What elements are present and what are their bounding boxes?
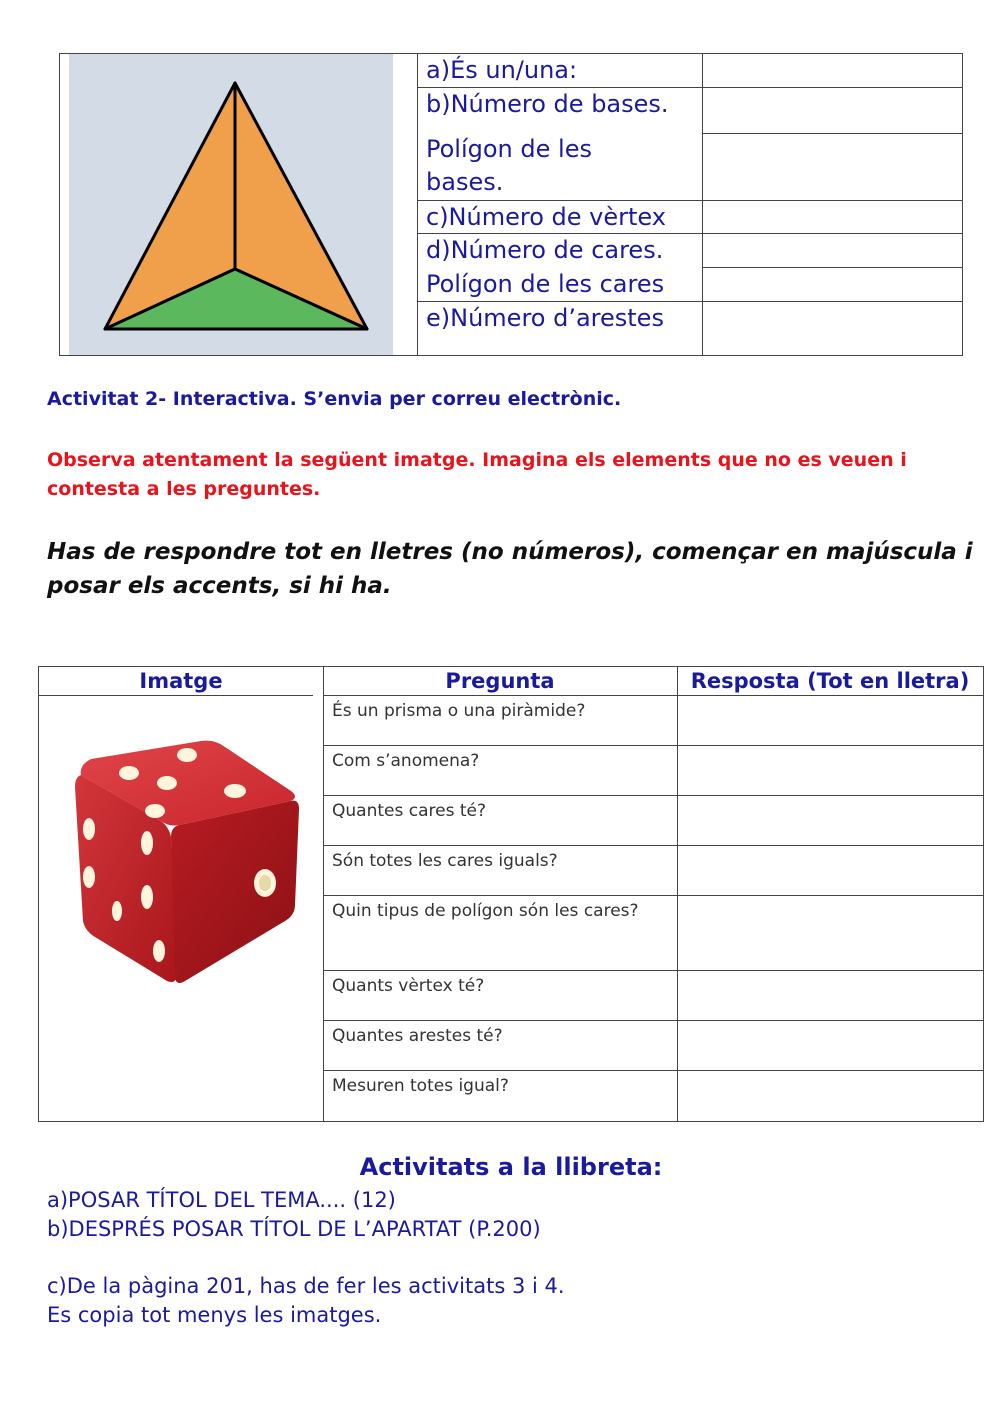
grid-line (417, 233, 963, 234)
header-answer: Resposta (Tot en lletra) (690, 669, 970, 693)
label-d: d)Número de cares. (417, 234, 703, 268)
pyramid-figure-icon (69, 54, 393, 355)
grid-line (703, 133, 963, 134)
grid-line (703, 267, 963, 268)
activity2-observe-instruction: Observa atentament la següent imatge. Imagina els elements que no es veuen i contesta a les preguntes. (47, 449, 907, 500)
pyramid-question-table (59, 53, 963, 356)
label-e: e)Número d’arestes (417, 302, 703, 355)
label-b-polygon-line1: Polígon de les (426, 135, 592, 163)
answer-d-polygon-field[interactable] (703, 268, 963, 302)
answer-c-field[interactable] (703, 201, 963, 234)
activity2-answer-instruction: Has de respondre tot en lletres (no números), començar en majúscula i posar els accents, si hi ha. (47, 539, 973, 599)
label-b-polygon-line2: bases. (426, 168, 504, 196)
grid-line (323, 1070, 984, 1071)
answer-field[interactable] (678, 896, 983, 970)
answer-b-field[interactable] (703, 88, 963, 134)
answer-field[interactable] (678, 696, 983, 745)
answer-field[interactable] (678, 846, 983, 895)
dice-figure-icon (69, 737, 309, 992)
label-a: a)És un/una: (417, 54, 703, 88)
label-b-polygon (417, 134, 703, 201)
pyramid-image-cell (60, 54, 418, 355)
answer-field[interactable] (678, 971, 983, 1020)
activity2-title: Activitat 2- Interactiva. S’envia per correu electrònic. (47, 388, 622, 410)
grid-line (323, 1020, 984, 1021)
grid-line (417, 200, 963, 201)
grid-line (417, 301, 963, 302)
header-question: Pregunta (445, 669, 555, 693)
grid-line (323, 895, 984, 896)
question-row: Quantes arestes té? (332, 1026, 503, 1046)
header-image: Imatge (139, 669, 223, 693)
question-row: Com s’anomena? (332, 751, 480, 771)
notebook-line-c: c)De la pàgina 201, has de fer les activitats 3 i 4. (47, 1274, 565, 1298)
answer-field[interactable] (678, 746, 983, 795)
question-row: Quin tipus de polígon són les cares? (332, 901, 639, 921)
grid-line (323, 970, 984, 971)
dice-question-table (38, 666, 984, 1122)
grid-line (417, 87, 963, 88)
label-c: c)Número de vèrtex (417, 201, 703, 234)
grid-line (323, 795, 984, 796)
notebook-line-a: a)POSAR TÍTOL DEL TEMA.... (12) (47, 1188, 396, 1212)
label-b: b)Número de bases. (417, 88, 703, 134)
answer-e-field[interactable] (703, 302, 963, 355)
notebook-title: Activitats a la llibreta: (359, 1153, 663, 1181)
question-row: Són totes les cares iguals? (332, 851, 558, 871)
notebook-line-d: Es copia tot menys les imatges. (47, 1303, 382, 1327)
notebook-line-b: b)DESPRÉS POSAR TÍTOL DE L’APARTAT (P.200) (47, 1217, 541, 1241)
answer-field[interactable] (678, 1071, 983, 1121)
question-row: Quantes cares té? (332, 801, 486, 821)
answer-d-field[interactable] (703, 234, 963, 268)
answer-b-polygon-field[interactable] (703, 134, 963, 201)
question-row: És un prisma o una piràmide? (332, 701, 586, 721)
question-row: Quants vèrtex té? (332, 976, 485, 996)
grid-line (323, 845, 984, 846)
answer-field[interactable] (678, 796, 983, 845)
answer-field[interactable] (678, 1021, 983, 1070)
label-d-polygon: Polígon de les cares (417, 268, 703, 302)
grid-line (323, 745, 984, 746)
grid-line (39, 695, 313, 696)
answer-a-field[interactable] (703, 54, 963, 88)
question-row: Mesuren totes igual? (332, 1076, 509, 1096)
pyramid-image-background (69, 54, 393, 355)
